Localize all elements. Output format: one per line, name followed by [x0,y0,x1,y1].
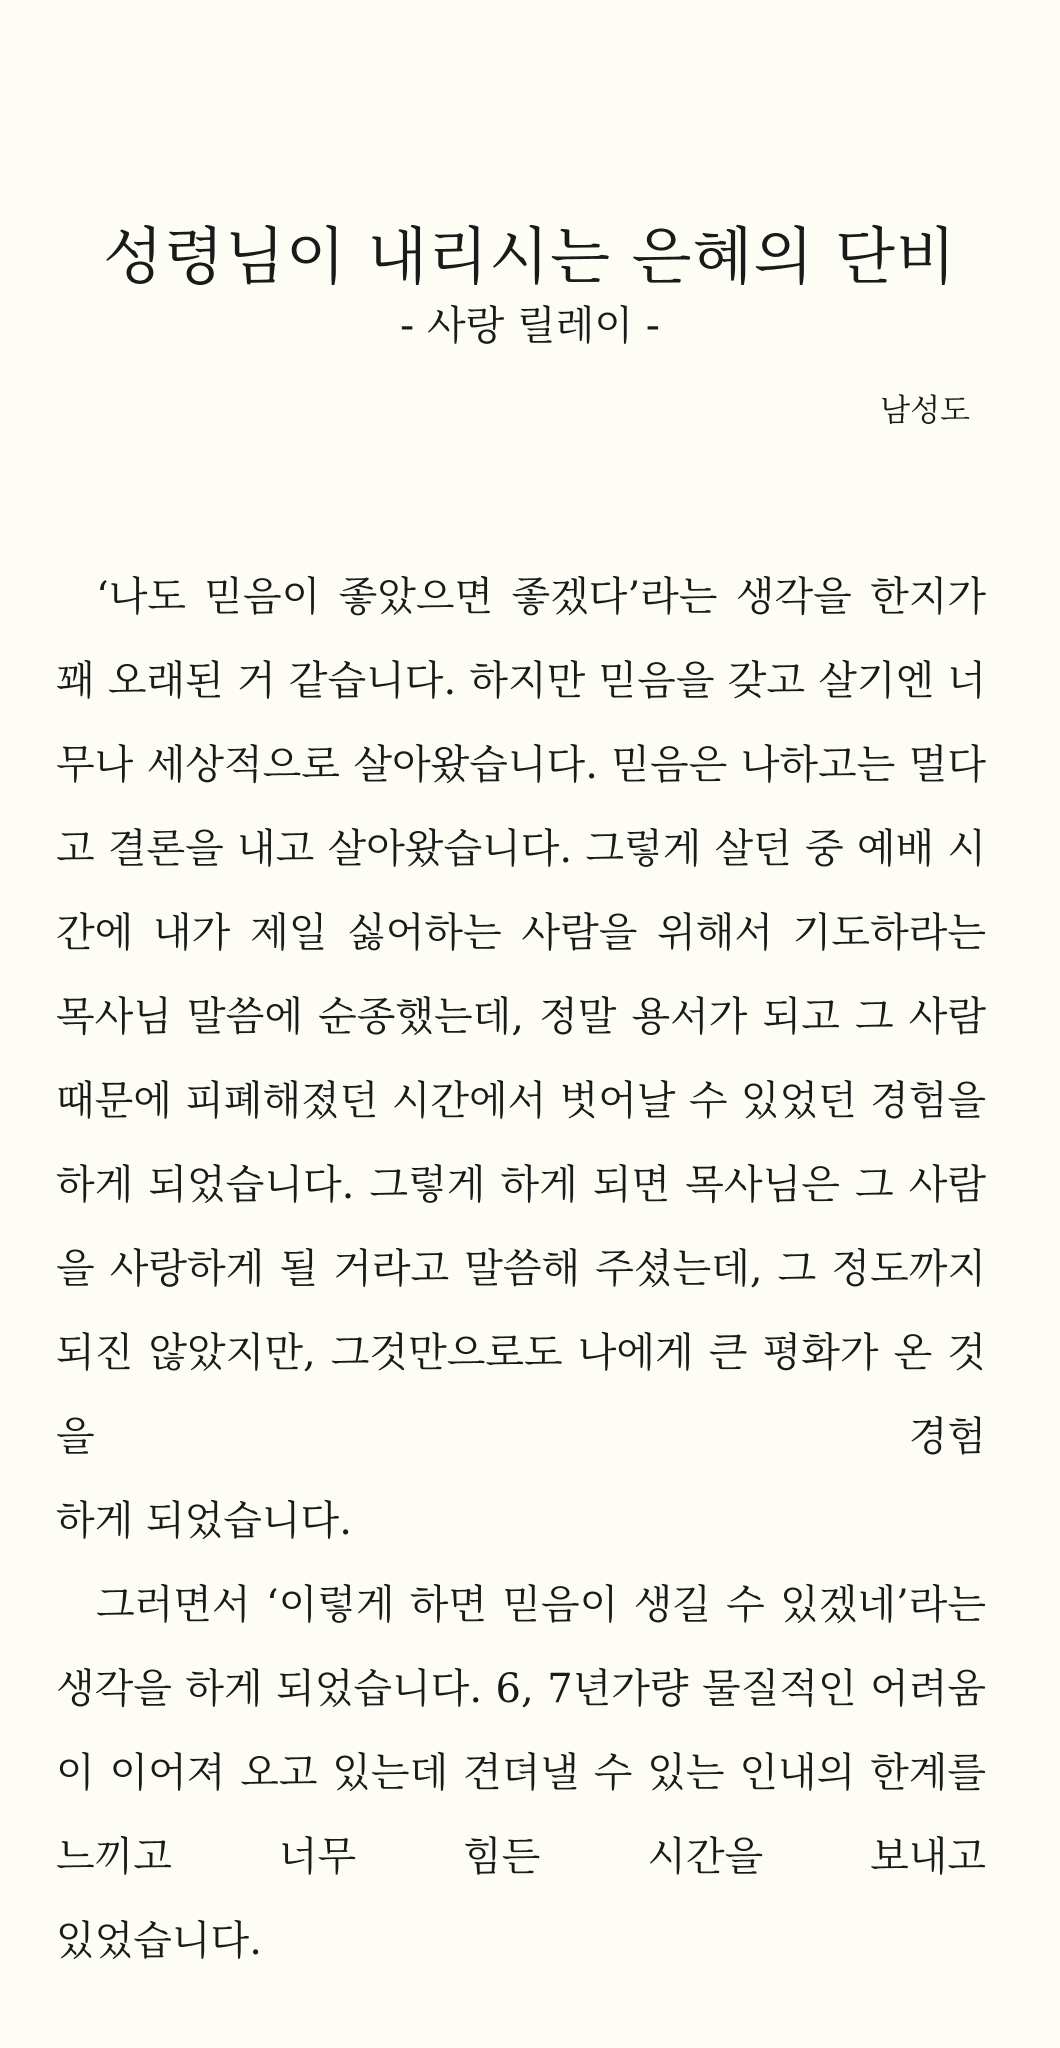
article-subtitle: - 사랑 릴레이 - [399,303,661,349]
article-body [56,555,986,1983]
article-title: 성령님이 내리시는 은혜의 단비 [103,220,957,293]
paragraph-1: ‘나도 믿음이 좋았으면 좋겠다’라는 생각을 한지가 꽤 오래된 거 같습니다. 하지만 믿음을 갖고 살기엔 너무나 세상적으로 살아왔습니다. 믿음은 나하고는 멀다고 결론을 내고 살아왔습니다. 그렇게 살던 중 예배 시간에 내가 제일 싫어하는 사람을 위해서 기도하라는 목사님 말씀에 순종했는데, 정말 용서가 되고 그 사람 때문에 피폐해졌던 시간에서 벗어날 수 있었던 경험을 하게 되었습니다. 그렇게 하게 되면 목사님은 그 사람을 사랑하게 될 거라고 말씀해 주셨는데, 그 정도까지 되진 않았지만, 그것만으로도 나에게 큰 평화가 온 것을 경험 [56,574,986,1460]
paragraph-2-last-line: 있었습니다. [56,1918,262,1964]
paragraph-2: 그러면서 ‘이렇게 하면 믿음이 생길 수 있겠네’라는 생각을 하게 되었습니다. 6, 7년가량 물질적인 어려움이 이어져 오고 있는데 견뎌낼 수 있는 인내의 한계를 느끼고 너무 힘든 시간을 보내고 [56,1582,986,1880]
author-name: 남성도 [880,393,970,429]
paragraph-1-last-line: 하게 되었습니다. [56,1498,352,1544]
